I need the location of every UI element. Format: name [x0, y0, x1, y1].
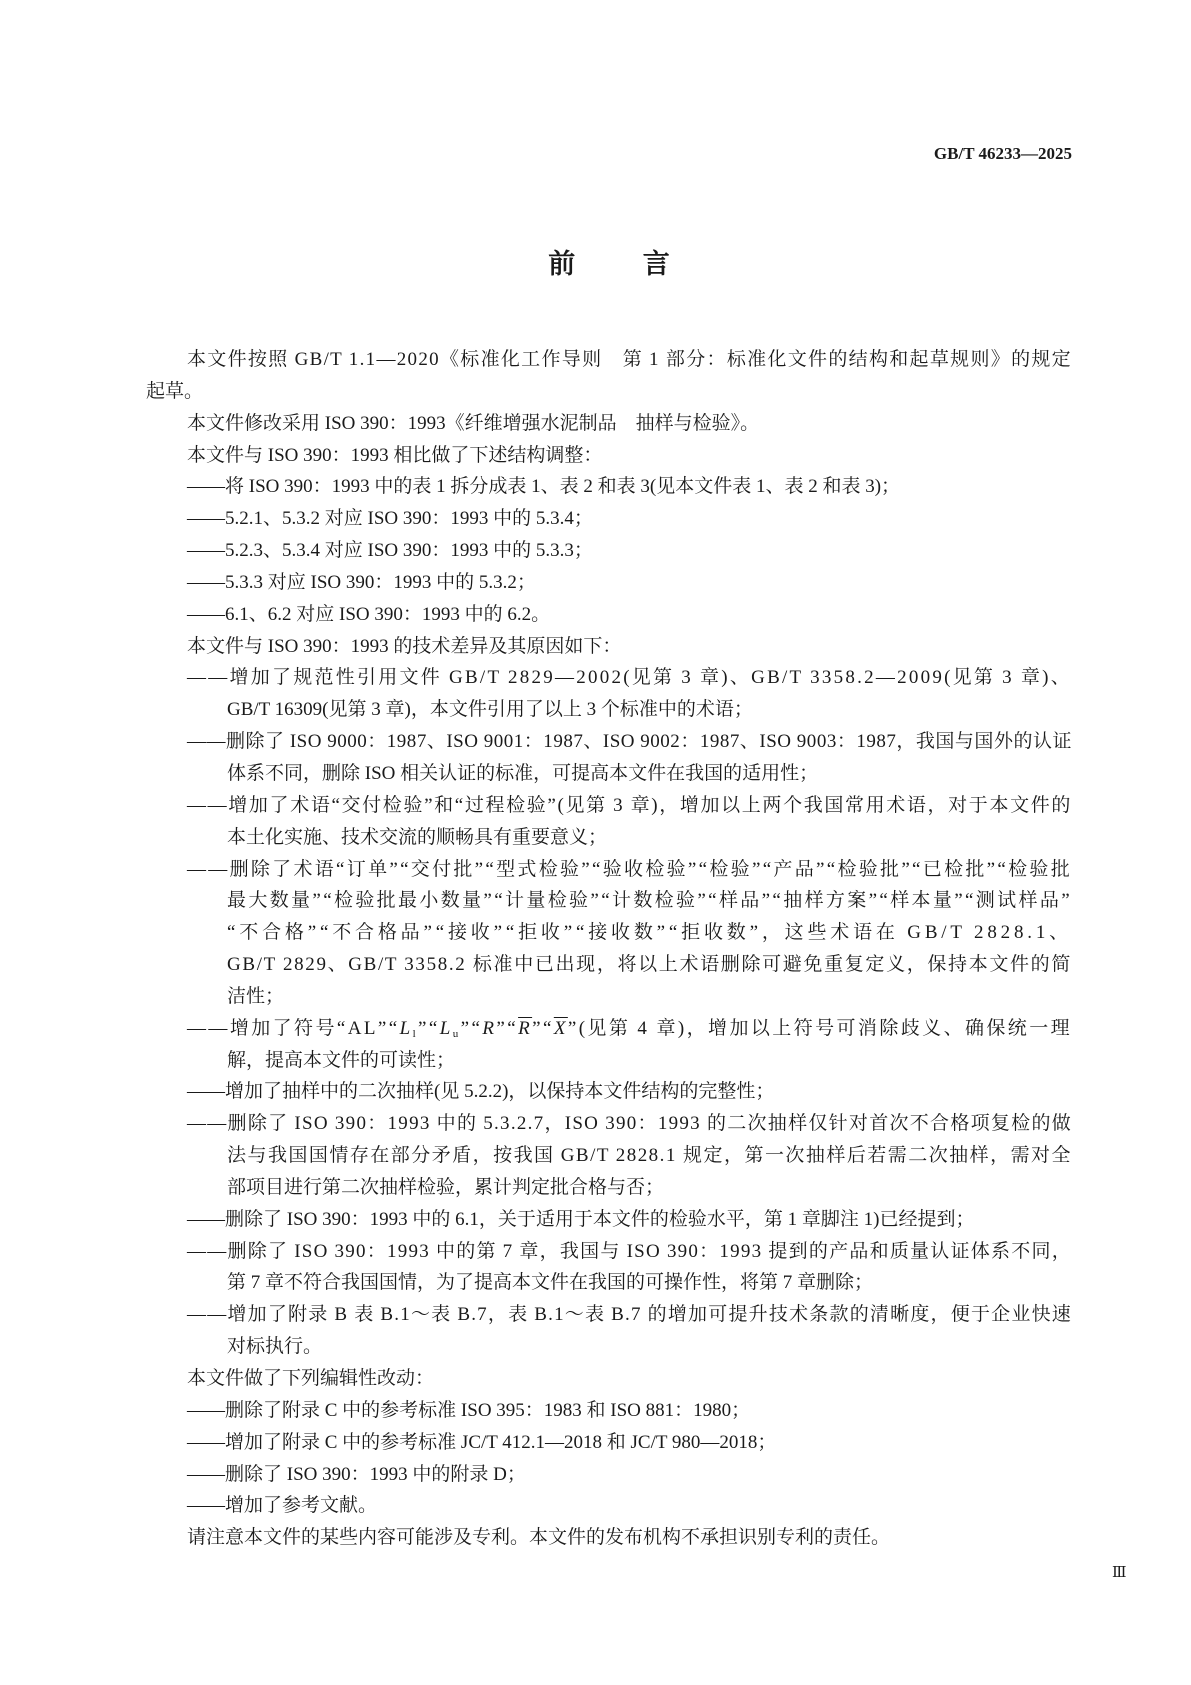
- list-item: [187, 471, 1072, 503]
- symbol-x-bar: $\overline{X}$: [553, 1017, 568, 1039]
- line-text: GB/T 2829、GB/T 3358.2 标准中已出现，将以上术语删除可避免重复定义，保持本文件的简: [227, 954, 1072, 976]
- line-text: 本文件与 ISO 390：1993 相比做了下述结构调整：: [187, 444, 603, 466]
- line-text: ——5.3.3 对应 ISO 390：1993 中的 5.3.2；: [187, 571, 536, 593]
- line-text: ——删除了附录 C 中的参考标准 ISO 395：1983 和 ISO 881：1980；: [187, 1399, 751, 1421]
- text-line: [187, 408, 1072, 440]
- list-item: [187, 1395, 1072, 1427]
- line-text: ——5.2.1、5.3.2 对应 ISO 390：1993 中的 5.3.4；: [187, 508, 593, 530]
- list-item-continuation: [227, 694, 1072, 726]
- list-item: [187, 854, 1072, 886]
- foreword-body: [146, 344, 1072, 1554]
- text-segment: ”“: [496, 1017, 519, 1039]
- list-item-continuation: [227, 981, 1072, 1013]
- line-text: ——增加了抽样中的二次抽样(见 5.2.2)，以保持本文件结构的完整性；: [187, 1081, 775, 1103]
- line-text: ——增加了附录 C 中的参考标准 JC/T 412.1—2018 和 JC/T 980—2018；: [187, 1431, 777, 1453]
- line-text: ——增加了规范性引用文件 GB/T 2829—2002(见第 3 章)、GB/T 3358.2—2009(见第 3 章)、: [187, 667, 1072, 689]
- list-item-symbols: [187, 1013, 1072, 1045]
- symbol-subscript: l: [412, 1027, 419, 1040]
- line-text: “不合格”“不合格品”“接收”“拒收”“接收数”“拒收数”，这些术语在 GB/T 2828.1、: [227, 922, 1072, 944]
- list-item-continuation: [227, 917, 1072, 949]
- text-line: [146, 376, 1072, 408]
- text-segment: ”(见第 4 章)，增加以上符号可消除歧义、确保统一理: [567, 1017, 1073, 1039]
- line-text: ——5.2.3、5.3.4 对应 ISO 390：1993 中的 5.3.3；: [187, 540, 593, 562]
- text-segment: ”“: [418, 1017, 440, 1039]
- page-number: Ⅲ: [1112, 1565, 1127, 1581]
- list-item-continuation: [227, 1045, 1072, 1077]
- symbol-l-upper: L: [439, 1017, 453, 1039]
- line-text: ——增加了术语“交付检验”和“过程检验”(见第 3 章)，增加以上两个我国常用术语，对于本文件的: [187, 794, 1072, 816]
- line-text: 请注意本文件的某些内容可能涉及专利。本文件的发布机构不承担识别专利的责任。: [187, 1527, 891, 1549]
- text-line: [187, 440, 1072, 472]
- list-item-continuation: [227, 1267, 1072, 1299]
- line-text: ——删除了 ISO 390：1993 中的 6.1，关于适用于本文件的检验水平，第 1 章脚注 1)已经提到；: [187, 1208, 975, 1230]
- line-text: 第 7 章不符合我国国情，为了提高本文件在我国的可操作性，将第 7 章删除；: [227, 1272, 874, 1294]
- list-item: [187, 1459, 1072, 1491]
- text-segment: ”“: [532, 1017, 554, 1039]
- line-text: 洁性；: [227, 985, 285, 1007]
- list-item: [187, 726, 1072, 758]
- patent-notice: [187, 1522, 1072, 1554]
- line-text: ——删除了 ISO 390：1993 中的附录 D；: [187, 1463, 526, 1485]
- list-item: [187, 599, 1072, 631]
- line-text: ——将 ISO 390：1993 中的表 1 拆分成表 1、表 2 和表 3(见本文件表 1、表 2 和表 3)；: [187, 476, 901, 498]
- list-item: [187, 1076, 1072, 1108]
- list-item: [187, 1108, 1072, 1140]
- symbol-r: R: [482, 1017, 497, 1039]
- line-text: 起草。: [146, 380, 204, 402]
- list-item: [187, 535, 1072, 567]
- line-text: ——6.1、6.2 对应 ISO 390：1993 中的 6.2。: [187, 603, 551, 625]
- line-text: 体系不同，删除 ISO 相关认证的标准，可提高本文件在我国的适用性；: [227, 762, 819, 784]
- line-text: 本文件做了下列编辑性改动：: [187, 1368, 435, 1389]
- line-text: ——增加了参考文献。: [187, 1495, 378, 1517]
- list-item: [187, 1204, 1072, 1236]
- text-line: [187, 344, 1072, 376]
- symbol-subscript: u: [452, 1027, 461, 1040]
- line-text: ——删除了 ISO 390：1993 中的 5.3.2.7，ISO 390：1993 的二次抽样仅针对首次不合格项复检的做: [187, 1113, 1072, 1135]
- list-item-continuation: [227, 758, 1072, 790]
- line-text: ——删除了术语“订单”“交付批”“型式检验”“验收检验”“检验”“产品”“检验批”“已检批”“检验批: [187, 858, 1072, 880]
- list-item: [187, 662, 1072, 694]
- list-item: [187, 567, 1072, 599]
- list-item: [187, 790, 1072, 822]
- line-text: 解，提高本文件的可读性；: [227, 1049, 456, 1071]
- list-item-continuation: [227, 885, 1072, 917]
- list-item: [187, 1427, 1072, 1459]
- line-text: 本土化实施、技术交流的顺畅具有重要意义；: [227, 826, 608, 848]
- text-segment: ”“: [460, 1017, 483, 1039]
- line-text: GB/T 16309(见第 3 章)，本文件引用了以上 3 个标准中的术语；: [227, 699, 753, 721]
- line-text: 本文件与 ISO 390：1993 的技术差异及其原因如下：: [187, 635, 622, 657]
- line-text: 本文件按照 GB/T 1.1—2020《标准化工作导则 第 1 部分：标准化文件的结构和起草规则》的规定: [187, 349, 1072, 370]
- line-text: [187, 1018, 1072, 1039]
- line-text: ——增加了附录 B 表 B.1～表 B.7，表 B.1～表 B.7 的增加可提升技术条款的清晰度，便于企业快速: [187, 1304, 1072, 1326]
- line-text: ——删除了 ISO 9000：1987、ISO 9001：1987、ISO 9002：1987、ISO 9003：1987，我国与国外的认证: [187, 731, 1072, 753]
- line-text: 法与我国国情存在部分矛盾，按我国 GB/T 2828.1 规定，第一次抽样后若需二次抽样，需对全: [227, 1145, 1072, 1167]
- symbol-r-bar: $\overline{R}$: [518, 1017, 533, 1039]
- symbol-l-lower: L: [399, 1017, 413, 1039]
- list-item: [187, 503, 1072, 535]
- line-text: 对标执行。: [227, 1336, 323, 1358]
- list-item-continuation: [227, 1172, 1072, 1204]
- line-text: 部项目进行第二次抽样检验，累计判定批合格与否；: [227, 1176, 665, 1198]
- text-segment: ——增加了符号“AL”“: [187, 1017, 400, 1039]
- list-item: [187, 1236, 1072, 1268]
- line-text: 最大数量”“检验批最小数量”“计量检验”“计数检验”“样品”“抽样方案”“样本量”“测试样品”: [227, 890, 1072, 912]
- list-item-continuation: [227, 822, 1072, 854]
- list-item-continuation: [227, 1140, 1072, 1172]
- line-text: 本文件修改采用 ISO 390：1993《纤维增强水泥制品 抽样与检验》。: [187, 412, 760, 434]
- line-text: ——删除了 ISO 390：1993 中的第 7 章，我国与 ISO 390：1993 提到的产品和质量认证体系不同，: [187, 1240, 1072, 1262]
- standard-code-header: GB/T 46233—2025: [933, 144, 1072, 163]
- text-line: [187, 1363, 1072, 1395]
- page-title: [146, 246, 1072, 284]
- list-item: [187, 1299, 1072, 1331]
- text-line: [187, 631, 1072, 663]
- list-item: [187, 1490, 1072, 1522]
- list-item-continuation: [227, 949, 1072, 981]
- list-item-continuation: [227, 1331, 1072, 1363]
- page-title-text: 前言: [548, 249, 738, 280]
